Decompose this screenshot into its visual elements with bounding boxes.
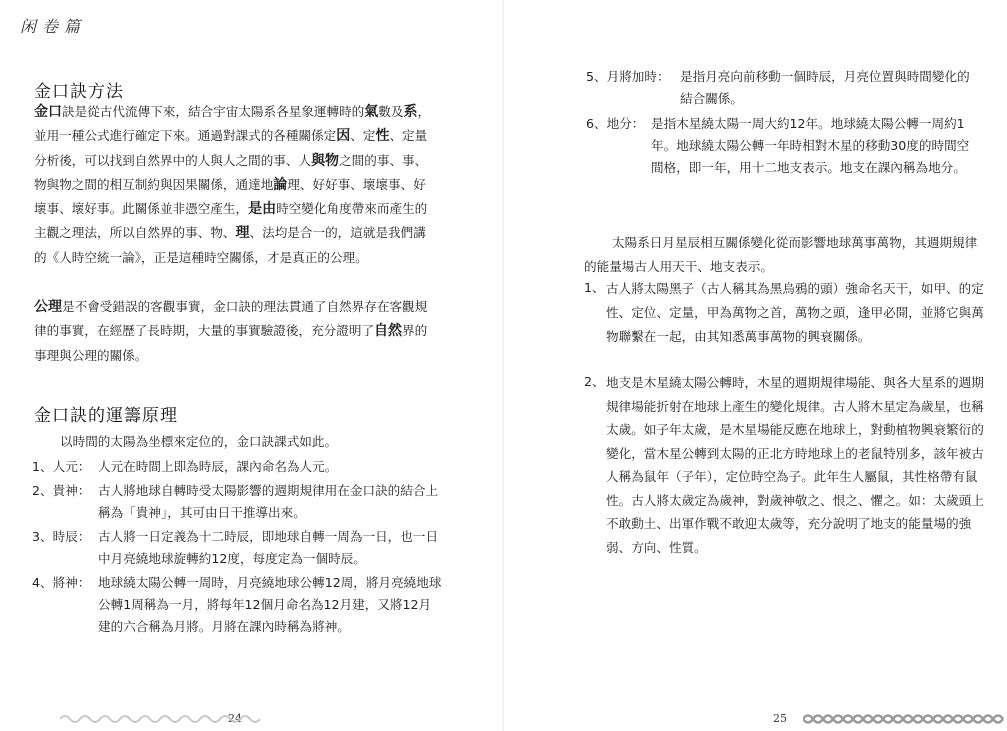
- text-run: 明了: [348, 323, 375, 339]
- left-page: [0, 0, 503, 731]
- method-paragraph-2: [34, 295, 438, 368]
- list-item-text: 地支是木星繞太陽公轉時，木星的週期規律場能、與各大星系的週期規律場能折射在地球上產生的變化規律。古人將木星定為歲星，也稱太歲。如子年太歲，是木星場能反應在地球上，對動植物興衰繁衍的變化，當木星公轉到太陽的正北方時地球上的老鼠特別多，該年被古人稱為鼠年（子年），定位時空為子。此年生人屬鼠，其性格帶有鼠性。古人將太歲定為歲神，對歲神敬之、恨之、懼之。如：太歲頭上不敢動土、出軍作戰不敢迎太歲等，充分說明了地支的能量場的強弱、方向、性質。: [606, 375, 984, 555]
- text-run: 訣是從古代流傳下來，結合宇宙太陽系各星象運轉時的: [62, 104, 365, 119]
- list-item: [32, 526, 442, 570]
- list-item-label: 1、: [584, 280, 605, 295]
- list-item-text: 是指月亮向前移動一個時辰，月亮位置與時間變化的結合關係。: [680, 69, 970, 106]
- bold-run: 性: [375, 128, 390, 145]
- bold-run: 公理: [34, 299, 62, 315]
- ornament-pattern-icon: [803, 711, 1007, 727]
- list-item-label: 2、貴神：: [32, 483, 91, 498]
- list-item: [32, 456, 442, 478]
- bold-run: 理: [235, 225, 250, 242]
- list-item: [584, 277, 984, 349]
- text-run: 界的事理與公理的關係。: [34, 323, 428, 363]
- solar-system-paragraph: 太陽系日月星辰相互關係變化從而影響地球萬事萬物，其週期規律的能量場古人用天干、地支表示。: [584, 235, 978, 275]
- list-item-label: 6、地分：: [586, 116, 645, 131]
- list-item: [32, 572, 442, 638]
- text-run: 這種時空關係，才是真正的公理。: [178, 249, 368, 265]
- bold-run: 因: [336, 128, 351, 145]
- right-page: [503, 0, 1007, 731]
- list-item-label: 3、時辰：: [32, 529, 91, 544]
- page-number: 24: [228, 712, 242, 725]
- list-item: [586, 113, 981, 179]
- text-run: 理、好好事、壞壞事、好壞事、壞好事。此關係並非憑空產生，: [34, 176, 426, 217]
- section-heading-method: 金口訣方法: [34, 82, 124, 102]
- list-item-label: 1、人元：: [32, 459, 91, 474]
- list-item-label: 5、月將加時：: [586, 69, 670, 84]
- bold-run: 與物: [311, 152, 340, 169]
- text-run: ，並用一種公式進行確定下來。通過對課式的各種關係定: [34, 104, 431, 144]
- bold-run: 自然: [374, 323, 403, 340]
- text-run: 數及: [378, 104, 404, 119]
- page-number: 25: [773, 712, 787, 725]
- text-run: 、定量分析後，可以找到自然界中的人與人之間的事、人: [34, 128, 428, 168]
- list-item: [586, 66, 981, 110]
- bold-run: 論: [273, 176, 288, 193]
- method-paragraph-1: [34, 100, 438, 270]
- text-run: 時空變化角度帶來而產生的主觀之理法，所以自然界的事、: [34, 201, 428, 241]
- text-run: 在客觀規律的事實，在經歷了長時期，大量的事實驗證後，充分證: [34, 299, 428, 339]
- list-item-text: 古人將一日定義為十二時辰，即地球自轉一周為一日，也一日中月亮繞地球旋轉約12度，每度定為一個時辰。: [98, 529, 439, 566]
- bold-run: 是由: [248, 201, 277, 218]
- text-run: 之間的事、事、物與物之間的相互制約與因果關係，通達地: [34, 152, 428, 192]
- section-heading-principle: 金口訣的運籌原理: [34, 406, 178, 426]
- list-item-text: 地球繞太陽公轉一周時，月亮繞地球公轉12周，將月亮繞地球公轉1周稱為一月，將每年12個月命名為12月建，又將12月建的六合稱為月將。月將在課內時稱為將神。: [98, 575, 442, 634]
- running-head: 闲卷篇: [20, 17, 87, 36]
- text-run: 物、: [210, 225, 236, 241]
- list-item-label: 4、將神：: [32, 575, 91, 590]
- text-run: 、法均是合一的，這就是我們講的《人時空統一論》，正是: [34, 225, 426, 265]
- text-run: 、定: [350, 128, 376, 144]
- bold-run: 系: [403, 104, 418, 120]
- decorative-border: [803, 711, 1007, 727]
- list-item: [584, 371, 984, 559]
- list-item-label: 2、: [584, 374, 605, 389]
- list-item-text: 古人將太陽黑子（古人稱其為黑烏鴉的頭）強命名天干，如甲、的定性、定位、定量，甲為萬物之首，萬物之頭，逢甲必開，並將它與萬物聯繫在一起，由其知悉萬事萬物的興衰關係。: [606, 281, 984, 344]
- bold-run: 氣: [364, 104, 379, 120]
- decorative-border: [60, 711, 260, 727]
- bold-run: 金口: [34, 104, 62, 120]
- list-item: [32, 480, 442, 524]
- principle-intro: 以時間的太陽為坐標來定位的，金口訣課式如此。: [60, 434, 338, 449]
- list-item-text: 人元在時間上即為時辰，課內命名為人元。: [98, 459, 338, 474]
- text-run: 是不會受錯誤的客觀事實，金口訣的理法貫通了自然界存: [62, 299, 377, 314]
- ornament-pattern-icon: [60, 711, 260, 727]
- list-item-text: 是指木星繞太陽一周大約12年。地球繞太陽公轉一周約1年。地球繞太陽公轉一年時相對木星的移動30度的時間空間格，即一年，用十二地支表示。地支在課內稱為地分。: [651, 116, 970, 175]
- list-item-text: 古人將地球自轉時受太陽影響的週期規律用在金口訣的結合上稱為「貴神」，其可由日干推導出來。: [98, 483, 439, 520]
